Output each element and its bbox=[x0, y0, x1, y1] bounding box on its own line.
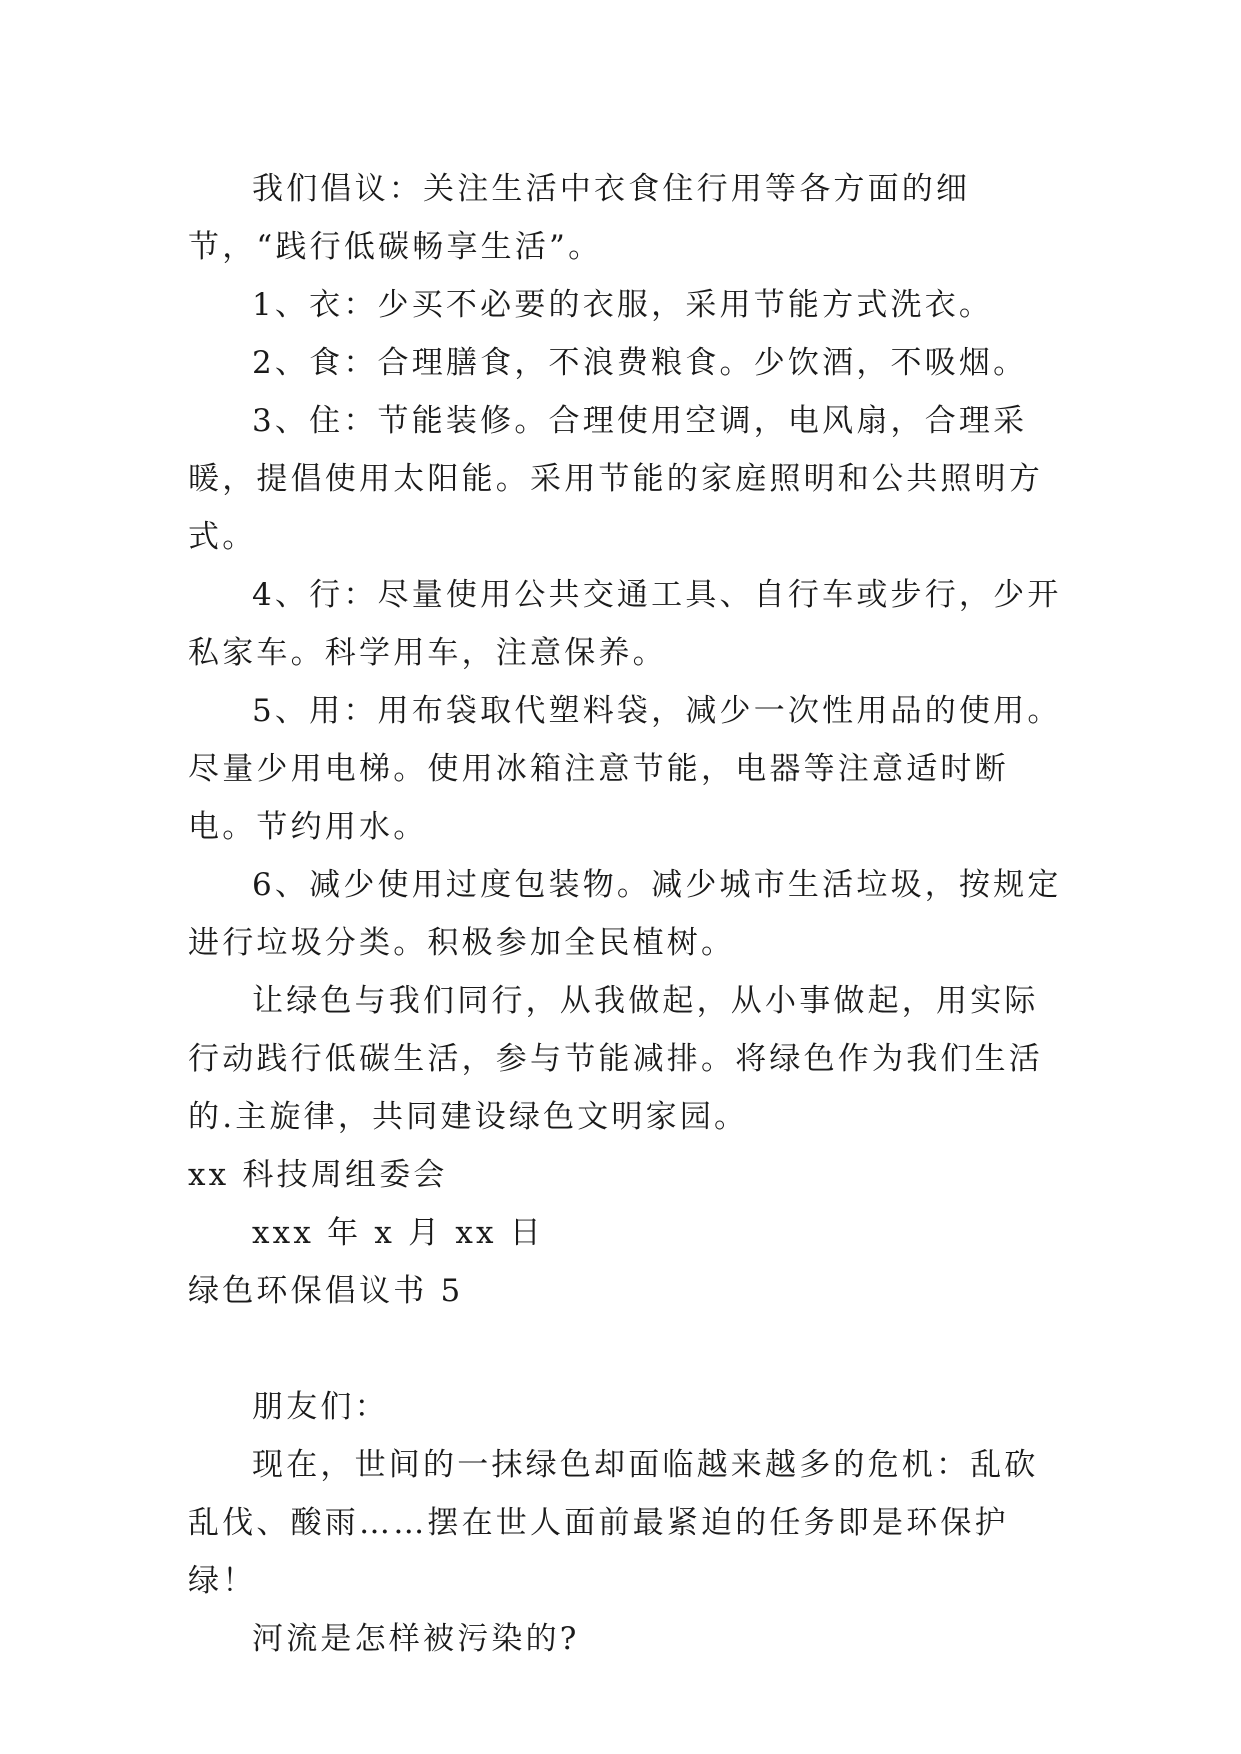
paragraph-crisis: 现在，世间的一抹绿色却面临越来越多的危机：乱砍乱伐、酸雨……摆在世人面前最紧迫的任务即是环保护绿！ bbox=[188, 1447, 1039, 1599]
signature-organization: xx 科技周组委会 bbox=[188, 1157, 448, 1193]
paragraph-river-question: 河流是怎样被污染的? bbox=[252, 1621, 580, 1657]
paragraph-proposal-intro: 我们倡议：关注生活中衣食住行用等各方面的细节，“践行低碳畅享生活”。 bbox=[188, 171, 971, 265]
paragraph-conclusion: 让绿色与我们同行，从我做起，从小事做起，用实际行动践行低碳生活，参与节能减排。将绿色作为我们生活的.主旋律，共同建设绿色文明家园。 bbox=[188, 983, 1043, 1135]
paragraph-packaging: 6、减少使用过度包装物。减少城市生活垃圾，按规定进行垃圾分类。积极参加全民植树。 bbox=[188, 867, 1062, 961]
greeting: 朋友们： bbox=[252, 1389, 389, 1425]
paragraph-transport: 4、行：尽量使用公共交通工具、自行车或步行，少开私家车。科学用车，注意保养。 bbox=[188, 577, 1062, 671]
paragraph-housing: 3、住：节能装修。合理使用空调，电风扇，合理采暖，提倡使用太阳能。采用节能的家庭照明和公共照明方式。 bbox=[188, 403, 1043, 555]
paragraph-clothing: 1、衣：少买不必要的衣服，采用节能方式洗衣。 bbox=[252, 287, 994, 323]
signature-date: xxx 年 x 月 xx 日 bbox=[252, 1215, 544, 1251]
paragraph-usage: 5、用：用布袋取代塑料袋，减少一次性用品的使用。尽量少用电梯。使用冰箱注意节能，电器等注意适时断电。节约用水。 bbox=[188, 693, 1062, 845]
blank-line bbox=[188, 1320, 1068, 1378]
section-title: 绿色环保倡议书 5 bbox=[188, 1273, 464, 1309]
document-page bbox=[188, 160, 1068, 1668]
paragraph-food: 2、食：合理膳食，不浪费粮食。少饮酒，不吸烟。 bbox=[252, 345, 1028, 381]
